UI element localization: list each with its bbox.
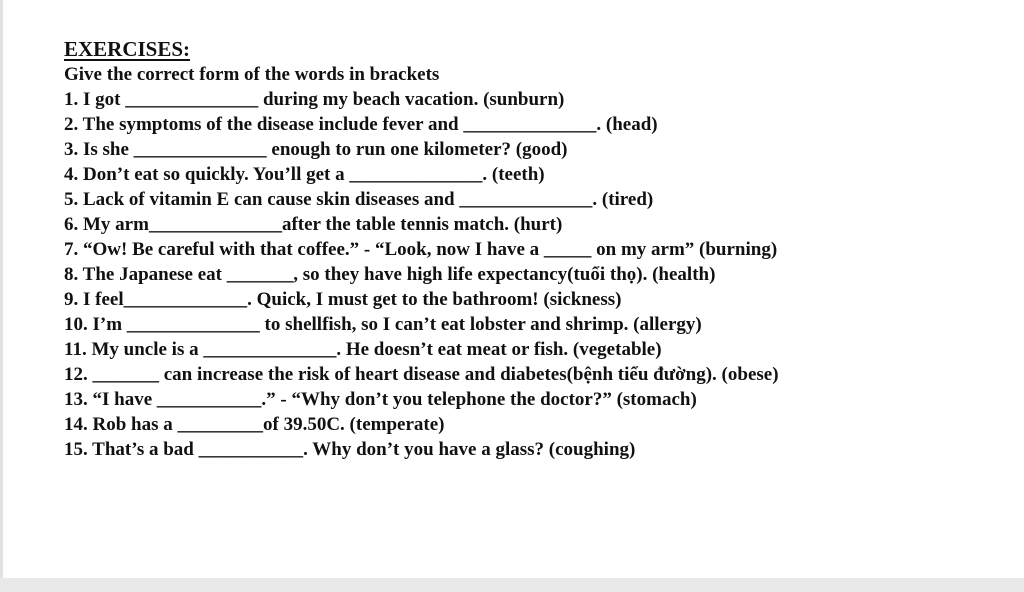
exercise-item-10: 10. I’m ______________ to shellfish, so I can’t eat lobster and shrimp. (allergy) bbox=[64, 314, 702, 335]
instruction-line: Give the correct form of the words in brackets bbox=[64, 64, 440, 85]
exercise-item-13: 13. “I have ___________.” - “Why don’t you telephone the doctor?” (stomach) bbox=[64, 389, 697, 410]
exercise-item-11: 11. My uncle is a ______________. He doesn’t eat meat or fish. (vegetable) bbox=[64, 339, 662, 360]
exercise-item-6: 6. My arm______________after the table tennis match. (hurt) bbox=[64, 214, 563, 235]
exercise-item-2: 2. The symptoms of the disease include fever and ______________. (head) bbox=[64, 114, 658, 135]
exercise-item-1: 1. I got ______________ during my beach vacation. (sunburn) bbox=[64, 89, 565, 110]
exercise-item-14: 14. Rob has a _________of 39.50C. (temperate) bbox=[64, 414, 445, 435]
exercise-item-12: 12. _______ can increase the risk of heart disease and diabetes(bệnh tiểu đường). (obese) bbox=[64, 364, 779, 385]
exercise-item-15: 15. That’s a bad ___________. Why don’t you have a glass? (coughing) bbox=[64, 439, 636, 460]
exercise-sheet bbox=[64, 36, 1014, 462]
exercise-item-3: 3. Is she ______________ enough to run one kilometer? (good) bbox=[64, 139, 568, 160]
exercise-item-8: 8. The Japanese eat _______, so they have high life expectancy(tuổi thọ). (health) bbox=[64, 264, 716, 285]
exercise-item-7: 7. “Ow! Be careful with that coffee.” - “Look, now I have a _____ on my arm” (burning) bbox=[64, 239, 778, 260]
exercise-item-4: 4. Don’t eat so quickly. You’ll get a ______________. (teeth) bbox=[64, 164, 545, 185]
exercise-item-5: 5. Lack of vitamin E can cause skin diseases and ______________. (tired) bbox=[64, 189, 654, 210]
exercises-heading: EXERCISES: bbox=[64, 37, 191, 61]
exercise-item-9: 9. I feel_____________. Quick, I must get to the bathroom! (sickness) bbox=[64, 289, 622, 310]
